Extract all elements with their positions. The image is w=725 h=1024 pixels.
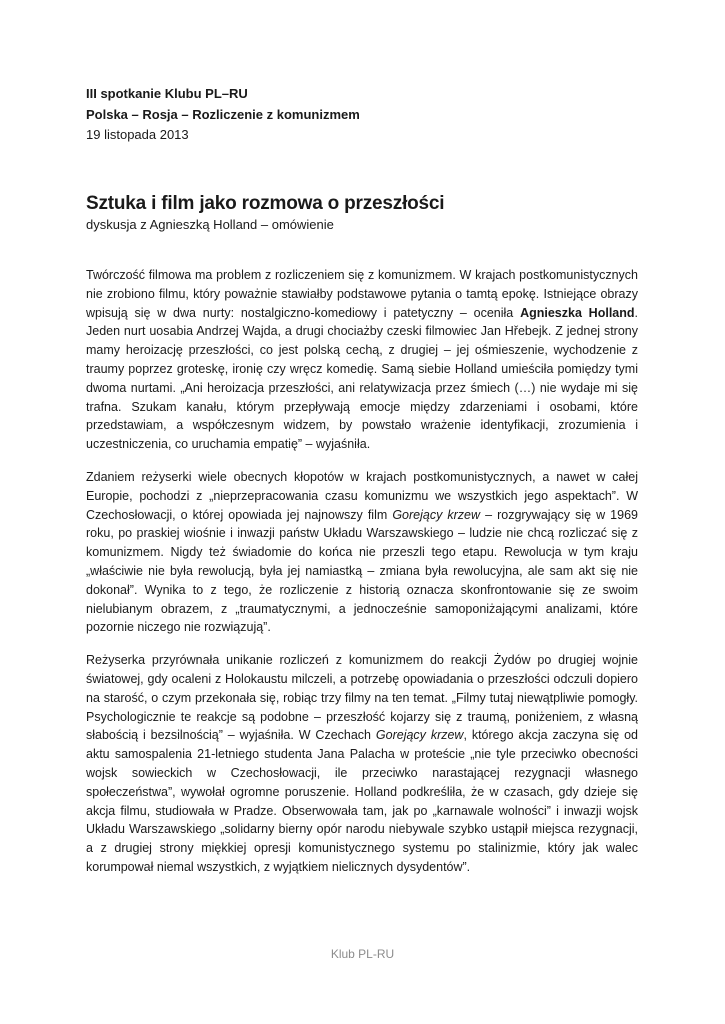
bold-text-run: Agnieszka Holland bbox=[520, 305, 635, 320]
paragraph-2 bbox=[86, 468, 638, 637]
page-title: Sztuka i film jako rozmowa o przeszłości bbox=[86, 193, 445, 214]
document-body bbox=[86, 266, 638, 891]
header-date: 19 listopada 2013 bbox=[86, 127, 189, 142]
footer-text: Klub PL-RU bbox=[330, 947, 395, 961]
text-run: – rozgrywający się w 1969 roku, po praskiej wiośnie i inwazji państw Układu Warszawskiego – ludzie nie chcą rozliczać się z komunizmem. Nigdy też świadomie do końca nie przeszli tego etapu. Rewolucja w tym kraju „właściwie nie była rewolucją, była jej namiastką – zmiana była rewolucyjna, ale sam akt się nie dokonał”. Wynika to z tego, że rozliczenie z historią oznacza skonfrontowanie się ze swoim nielubianym obrazem, z „traumatycznymi, a jednocześnie samoponiżającymi analizami, które pozornie niczego nie rozwiązują”. bbox=[86, 507, 638, 635]
paragraph-1 bbox=[86, 266, 638, 454]
italic-text-run: Gorejący krzew bbox=[392, 507, 481, 522]
header-line-1: III spotkanie Klubu PL–RU bbox=[86, 86, 248, 101]
text-run: Reżyserka przyrównała unikanie rozliczeń z komunizmem do reakcji Żydów po drugiej wojnie światowej, gdy ocaleni z Holokaustu milczeli, a potrzebę opowiadania o przeszłości odczuli dopiero na starość, o czym przekonała się, robiąc trzy filmy na ten temat. „Filmy tutaj niewątpliwie pomogły. Psychologicznie te reakcje są podobne – przeszłość kojarzy się z traumą, poniżeniem, z własną słabością i bezsilnością” – wyjaśniła. W Czechach bbox=[86, 653, 638, 743]
italic-text-run: Gorejący krzew bbox=[375, 728, 464, 743]
header-line-2: Polska – Rosja – Rozliczenie z komunizmem bbox=[86, 106, 360, 122]
page-subtitle: dyskusja z Agnieszką Holland – omówienie bbox=[86, 217, 334, 232]
page-footer bbox=[0, 946, 725, 962]
text-run: , którego akcja zaczyna się od aktu samospalenia 21-letniego studenta Jana Palacha w proteście „nie tyle przeciwko obecności wojsk sowieckich w Czechosłowacji, ile przeciwko narastającej rezygnacji własnego społeczeństwa”, wywołał ogromne poruszenie. Holland podkreśliła, że w czasach, gdy dzieje się akcja filmu, studiowała w Pradze. Obserwowała tam, jak po „karnawale wolności” i inwazji wojsk Układu Warszawskiego „solidarny bierny opór narodu niebywale szybko ustąpił miejsca rezygnacji, a z drugiej strony miękkiej opresji komunistycznego systemu po stalinizmie, który jak walec korumpował niemal wszystkich, z wyjątkiem nielicznych dysydentów”. bbox=[86, 728, 639, 874]
document-header bbox=[86, 84, 638, 146]
text-run: Zdaniem reżyserki wiele obecnych kłopotów w krajach postkomunistycznych, a nawet w całej Europie, pochodzi z „nieprzepracowania czasu komunizmu we wszystkich jego aspektach”. W Czechosłowacji, o której opowiada jej najnowszy film bbox=[86, 469, 638, 522]
text-run: Twórczość filmowa ma problem z rozliczeniem się z komunizmem. W krajach postkomunistycznych nie zrobiono filmu, który poważnie stawiałby podstawowe pytania o tamtą epokę. Istniejące obrazy wpisują się w dwa nurty: nostalgiczno-komediowy i patetyczny – oceniła bbox=[86, 268, 638, 320]
paragraph-3 bbox=[86, 651, 638, 877]
text-run: . Jeden nurt uosabia Andrzej Wajda, a drugi chociażby czeski filmowiec Jan Hřebejk. Z jednej strony mamy heroizację przeszłości, co jest polską cechą, z drugiej – jej ośmieszenie, wychodzenie z traumy poprzez groteskę, ironię czy wręcz komedię. Samą siebie Holland umieściła pomiędzy tymi dwoma nurtami. „Ani heroizacja przeszłości, ani relatywizacja przez śmiech (…) nie wydaje mi się trafna. Szukam kanału, którym przepływają emocje między zdarzeniami i osobami, które przedstawiam, a współczesnym widzem, by powstało wrażenie identyfikacji, zrozumienia i uczestniczenia, co uruchamia empatię” – wyjaśniła. bbox=[86, 305, 638, 452]
